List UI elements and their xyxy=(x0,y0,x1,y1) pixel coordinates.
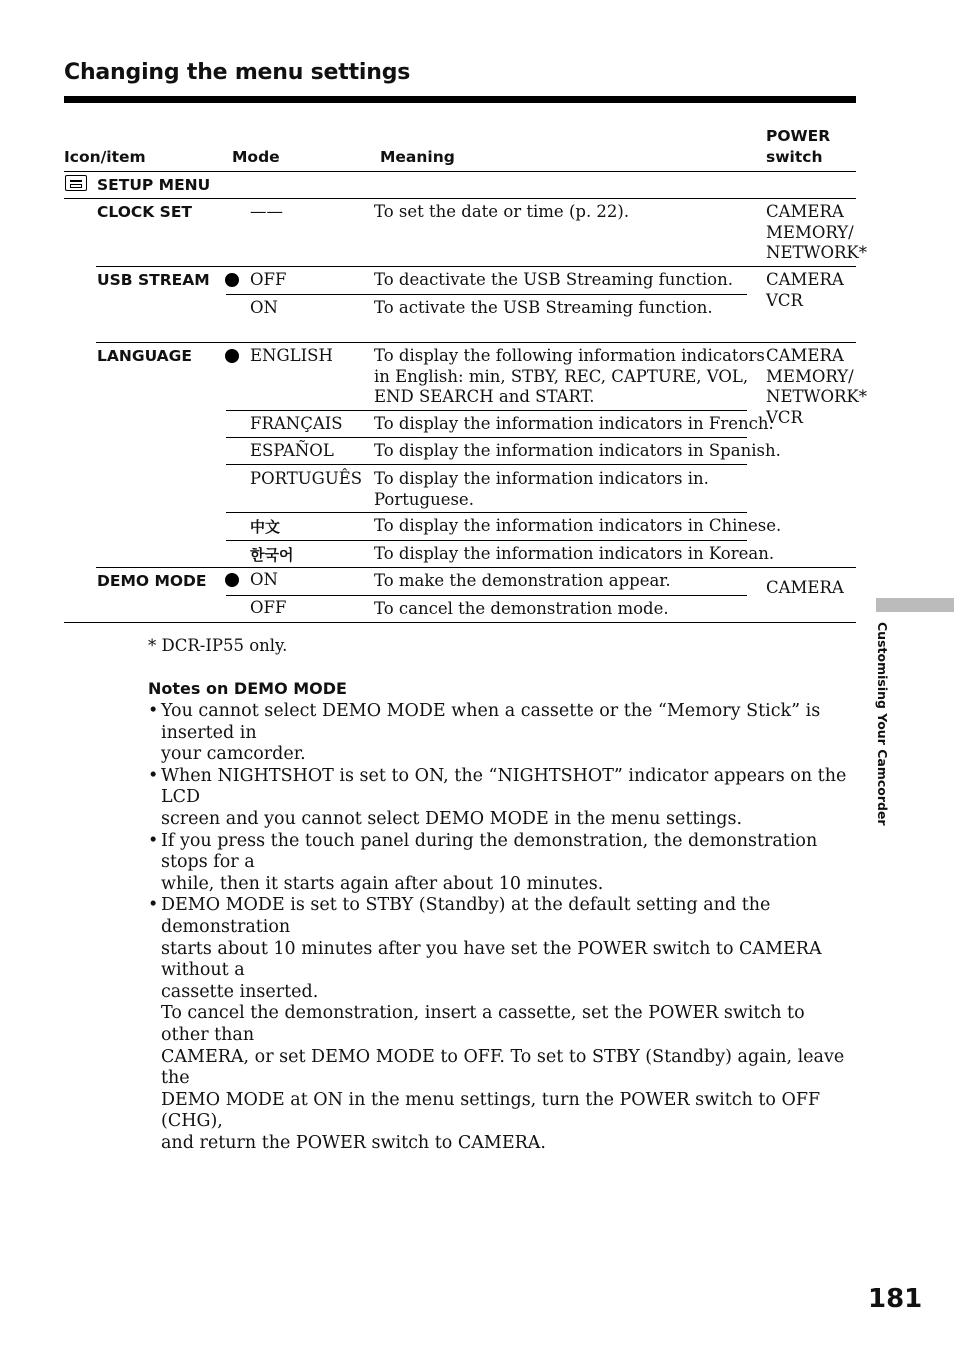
meaning-english xyxy=(374,346,765,408)
row-rule xyxy=(226,294,747,295)
meaning-line: in English: min, STBY, REC, CAPTURE, VOL, xyxy=(374,366,749,386)
note-item xyxy=(148,895,853,1154)
meaning-korean: To display the information indicators in Korean. xyxy=(374,544,775,563)
note-item xyxy=(148,831,853,896)
meaning-clock-set: To set the date or time (p. 22). xyxy=(374,202,630,221)
note-line: starts about 10 minutes after you have set the POWER switch to CAMERA without a xyxy=(161,938,822,981)
meaning-portugues xyxy=(374,469,709,510)
power-line: NETWORK* xyxy=(766,387,867,406)
default-marker xyxy=(225,573,239,587)
mode-chinese: 中文 xyxy=(250,518,281,536)
note-line: • When NIGHTSHOT is set to ON, the “NIGHTSHOT” indicator appears on the LCD xyxy=(161,765,847,808)
row-rule xyxy=(226,512,747,513)
item-usb-stream: USB STREAM xyxy=(97,271,210,289)
meaning-espanol: To display the information indicators in Spanish. xyxy=(374,441,781,460)
meaning-usb-off: To deactivate the USB Streaming function. xyxy=(374,270,733,289)
page-number: 181 xyxy=(868,1284,923,1314)
power-clock-set xyxy=(766,202,867,264)
mode-espanol: ESPAÑOL xyxy=(250,441,334,460)
note-item xyxy=(148,701,853,766)
meaning-line: To display the following information indicators xyxy=(374,346,765,365)
header-power-line1: POWER xyxy=(766,127,831,145)
row-rule xyxy=(96,266,856,267)
note-line: CAMERA, or set DEMO MODE to OFF. To set to STBY (Standby) again, leave the xyxy=(161,1046,845,1089)
meaning-demo-on: To make the demonstration appear. xyxy=(374,571,671,590)
note-line: • If you press the touch panel during the demonstration, the demonstration stops for a xyxy=(161,830,818,873)
default-marker xyxy=(225,273,239,287)
row-rule xyxy=(226,410,747,411)
mode-clock-set: —— xyxy=(250,202,283,221)
meaning-line: To display the information indicators in. xyxy=(374,469,709,488)
meaning-line: END SEARCH and START. xyxy=(374,387,595,406)
power-line: CAMERA xyxy=(766,270,844,289)
meaning-usb-on: To activate the USB Streaming function. xyxy=(374,298,713,317)
item-demo-mode: DEMO MODE xyxy=(97,572,207,590)
mode-demo-off: OFF xyxy=(250,598,287,617)
power-line: CAMERA xyxy=(766,346,844,365)
page-title: Changing the menu settings xyxy=(64,60,411,85)
row-rule xyxy=(226,437,747,438)
note-line: • You cannot select DEMO MODE when a cassette or the “Memory Stick” is inserted in xyxy=(161,701,821,743)
row-rule xyxy=(96,342,856,343)
mode-demo-on: ON xyxy=(250,570,278,589)
mode-english: ENGLISH xyxy=(250,346,333,365)
header-icon-item: Icon/item xyxy=(64,148,146,166)
item-language: LANGUAGE xyxy=(97,347,192,365)
power-line: VCR xyxy=(766,407,803,427)
meaning-chinese: To display the information indicators in Chinese. xyxy=(374,516,782,535)
header-meaning: Meaning xyxy=(380,148,455,166)
power-line: MEMORY/ xyxy=(766,222,854,242)
meaning-line: Portuguese. xyxy=(374,489,474,509)
header-mode: Mode xyxy=(232,148,280,166)
row-rule xyxy=(226,595,747,596)
side-label xyxy=(874,622,890,842)
power-usb-stream xyxy=(766,270,844,311)
meaning-francais: To display the information indicators in French. xyxy=(374,414,774,433)
power-line: CAMERA xyxy=(766,202,844,221)
power-line: NETWORK* xyxy=(766,243,867,262)
power-line: MEMORY/ xyxy=(766,366,854,386)
note-line: your camcorder. xyxy=(161,744,306,765)
note-line: cassette inserted. xyxy=(161,981,319,1002)
row-rule xyxy=(226,464,747,465)
side-label-text: Customising Your Camcorder xyxy=(875,622,890,826)
table-bottom-rule xyxy=(64,622,856,623)
row-rule xyxy=(226,540,747,541)
mode-usb-off: OFF xyxy=(250,270,287,289)
section-setup-menu: SETUP MENU xyxy=(97,176,211,194)
note-line: and return the POWER switch to CAMERA. xyxy=(161,1132,546,1153)
power-line: VCR xyxy=(766,290,803,310)
section-rule xyxy=(64,198,856,199)
note-line: screen and you cannot select DEMO MODE in the menu settings. xyxy=(161,808,743,829)
notes-title: Notes on DEMO MODE xyxy=(148,679,347,698)
header-power-line2: switch xyxy=(766,148,823,166)
setup-menu-icon xyxy=(65,175,87,191)
title-rule xyxy=(64,96,856,103)
power-line: CAMERA xyxy=(766,578,844,597)
mode-usb-on: ON xyxy=(250,298,278,317)
mode-francais: FRANÇAIS xyxy=(250,414,343,433)
header-power-switch xyxy=(766,126,830,168)
note-line: • DEMO MODE is set to STBY (Standby) at the default setting and the demonstration xyxy=(161,895,771,937)
meaning-demo-off: To cancel the demonstration mode. xyxy=(374,599,669,618)
footnote: * DCR-IP55 only. xyxy=(148,636,288,655)
default-marker xyxy=(225,349,239,363)
power-language xyxy=(766,346,867,428)
item-clock-set: CLOCK SET xyxy=(97,203,192,221)
mode-korean: 한국어 xyxy=(250,546,294,564)
header-rule xyxy=(64,171,856,172)
note-line: To cancel the demonstration, insert a cassette, set the POWER switch to other than xyxy=(161,1003,805,1045)
note-item xyxy=(148,766,853,831)
row-rule xyxy=(96,567,856,568)
power-demo-mode xyxy=(766,578,844,599)
side-tab xyxy=(876,598,954,612)
note-line: while, then it starts again after about 10 minutes. xyxy=(161,873,604,894)
notes-list xyxy=(148,701,853,1154)
note-line: DEMO MODE at ON in the menu settings, turn the POWER switch to OFF (CHG), xyxy=(161,1089,821,1132)
mode-portugues: PORTUGUÊS xyxy=(250,469,363,488)
